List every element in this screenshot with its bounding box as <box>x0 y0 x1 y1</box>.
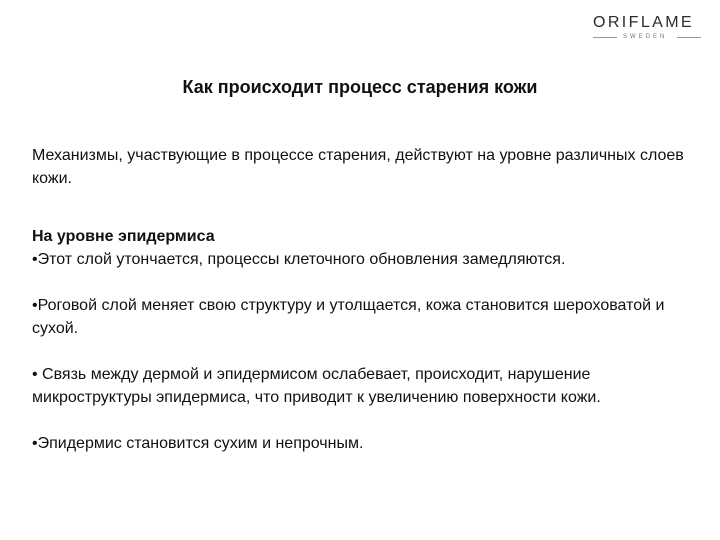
bullet-item: •Этот слой утончается, процессы клеточного обновления замедляются. <box>32 251 566 268</box>
section-heading: На уровне эпидермиса <box>32 228 215 245</box>
logo-wordmark: ORIFLAME <box>593 14 694 31</box>
bullet-item: •Роговой слой меняет свою структуру и утолщается, кожа становится шероховатой и сухой. <box>32 297 665 337</box>
oriflame-logo <box>593 14 705 40</box>
logo-rule-left <box>593 37 617 38</box>
logo-tagline <box>593 33 705 41</box>
logo-subtext: SWEDEN <box>623 34 668 40</box>
bullet-item: • Связь между дермой и эпидермисом ослабевает, происходит, нарушение микроструктуры эпидермиса, что приводит к увеличению поверхности кожи. <box>32 366 601 406</box>
intro-paragraph: Механизмы, участвующие в процессе старения, действуют на уровне различных слоев кожи. <box>32 147 684 187</box>
bullet-item: •Эпидермис становится сухим и непрочным. <box>32 435 364 452</box>
logo-rule-right <box>677 37 701 38</box>
slide-title: Как происходит процесс старения кожи <box>182 77 538 97</box>
slide-body <box>32 144 704 478</box>
